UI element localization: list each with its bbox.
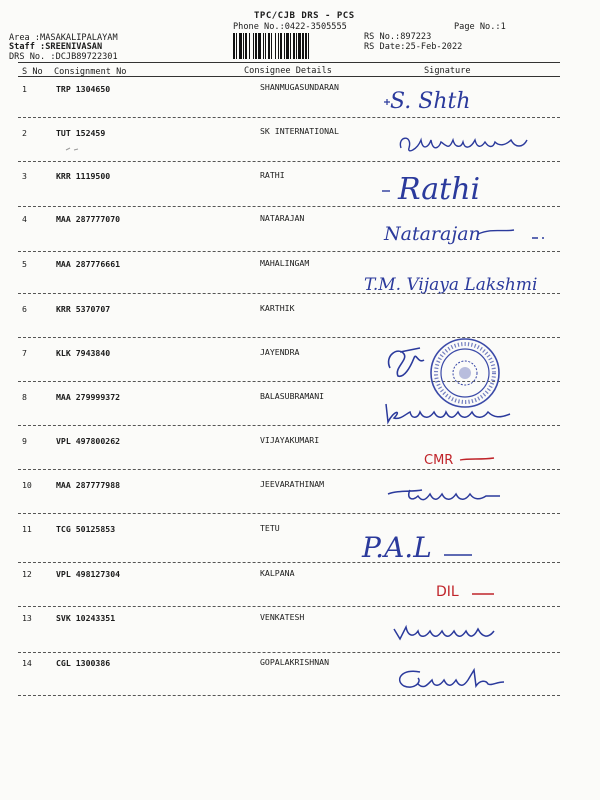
signature-4 [382,210,552,250]
row-consignee: JAYENDRA [260,347,300,357]
col-header-consignee: Consignee Details [244,66,332,76]
signature-13 [390,617,510,647]
col-header-signature: Signature [424,66,471,76]
row-consignment: KRR 5370707 [56,304,111,314]
row-divider [18,251,560,252]
row-consignee: MAHALINGAM [260,258,310,268]
row-divider [18,513,560,514]
signature-5 [362,262,562,302]
signature-12-text: DIL [436,584,459,600]
row-sno: 14 [22,658,32,668]
row-consignee: JEEVARATHINAM [260,479,325,489]
row-sno: 13 [22,613,32,623]
row-consignment: VPL 497800262 [56,436,121,446]
row-consignment: TRP 1304650 [56,84,111,94]
row-consignment: MAA 287776661 [56,259,121,269]
row-consignee: NATARAJAN [260,213,305,223]
row-consignment: SVK 10243351 [56,613,116,623]
row-divider [18,161,560,162]
signature-3 [380,165,500,209]
row-consignment: MAA 287777988 [56,480,121,490]
row-consignee: KARTHIK [260,303,295,313]
row-sno: 10 [22,480,32,490]
row-consignee: TETU [260,523,280,533]
rs-date: RS Date:25-Feb-2022 [364,42,463,52]
header-bottom-rule [18,76,560,77]
row-consignee: VENKATESH [260,612,305,622]
row-consignee: GOPALAKRISHNAN [260,657,330,667]
row-consignment: MAA 287777070 [56,214,121,224]
document-title: TPC/CJB DRS - PCS [254,11,355,21]
row-consignee: SHANMUGASUNDARAN [260,82,339,92]
row-consignee: SK INTERNATIONAL [260,126,339,136]
row-sno: 8 [22,392,27,402]
row-consignment: MAA 279999372 [56,392,121,402]
row-sno: 11 [22,524,32,534]
col-header-consignment: Consignment No [54,67,127,77]
area-label: Area :MASAKALIPALAYAM [9,33,118,43]
row-sno: 9 [22,436,27,446]
scanner-artifact [64,144,84,154]
row-sno: 2 [22,128,27,138]
row-consignment: TCG 50125853 [56,524,116,534]
row-consignee: RATHI [260,170,285,180]
signature-8 [380,396,530,430]
row-sno: 1 [22,84,27,94]
signature-1-text: S. Shth [390,89,471,114]
col-header-sno: S No [22,67,43,77]
row-divider [18,652,560,653]
row-consignment: VPL 498127304 [56,569,121,579]
row-sno: 12 [22,569,32,579]
phone-number: Phone No.:0422-3505555 [233,22,347,32]
row-consignment: KRR 1119500 [56,171,111,181]
row-consignee: BALASUBRAMANI [260,391,325,401]
row-sno: 3 [22,171,27,181]
row-sno: 5 [22,259,27,269]
signature-1 [380,80,560,120]
signature-5-text: T.M. Vijaya Lakshmi [364,275,538,295]
rs-number: RS No.:897223 [364,32,432,42]
row-consignment: KLK 7943840 [56,348,111,358]
signature-14 [392,664,522,698]
signature-4-text: Natarajan [384,223,481,245]
signature-3-text: Rathi [398,172,481,207]
signature-11 [360,525,480,569]
signature-2 [395,126,535,160]
row-sno: 6 [22,304,27,314]
row-sno: 4 [22,214,27,224]
page-number: Page No.:1 [454,22,506,32]
header-top-rule [18,62,560,63]
row-consignee: VIJAYAKUMARI [260,435,320,445]
signature-9 [420,446,510,472]
row-consignment: CGL 1300386 [56,658,111,668]
signature-12 [432,576,502,604]
row-consignment: TUT 152459 [56,128,106,138]
row-consignee: KALPANA [260,568,295,578]
signature-11-text: P.A.L [362,531,432,564]
drs-number: DRS No. :DCJB89722301 [9,52,118,62]
signature-10 [382,480,522,510]
barcode [232,33,356,59]
row-sno: 7 [22,348,27,358]
row-divider [18,606,560,607]
staff-label: Staff :SREENIVASAN [9,42,103,52]
signature-9-text: CMR [424,453,454,468]
